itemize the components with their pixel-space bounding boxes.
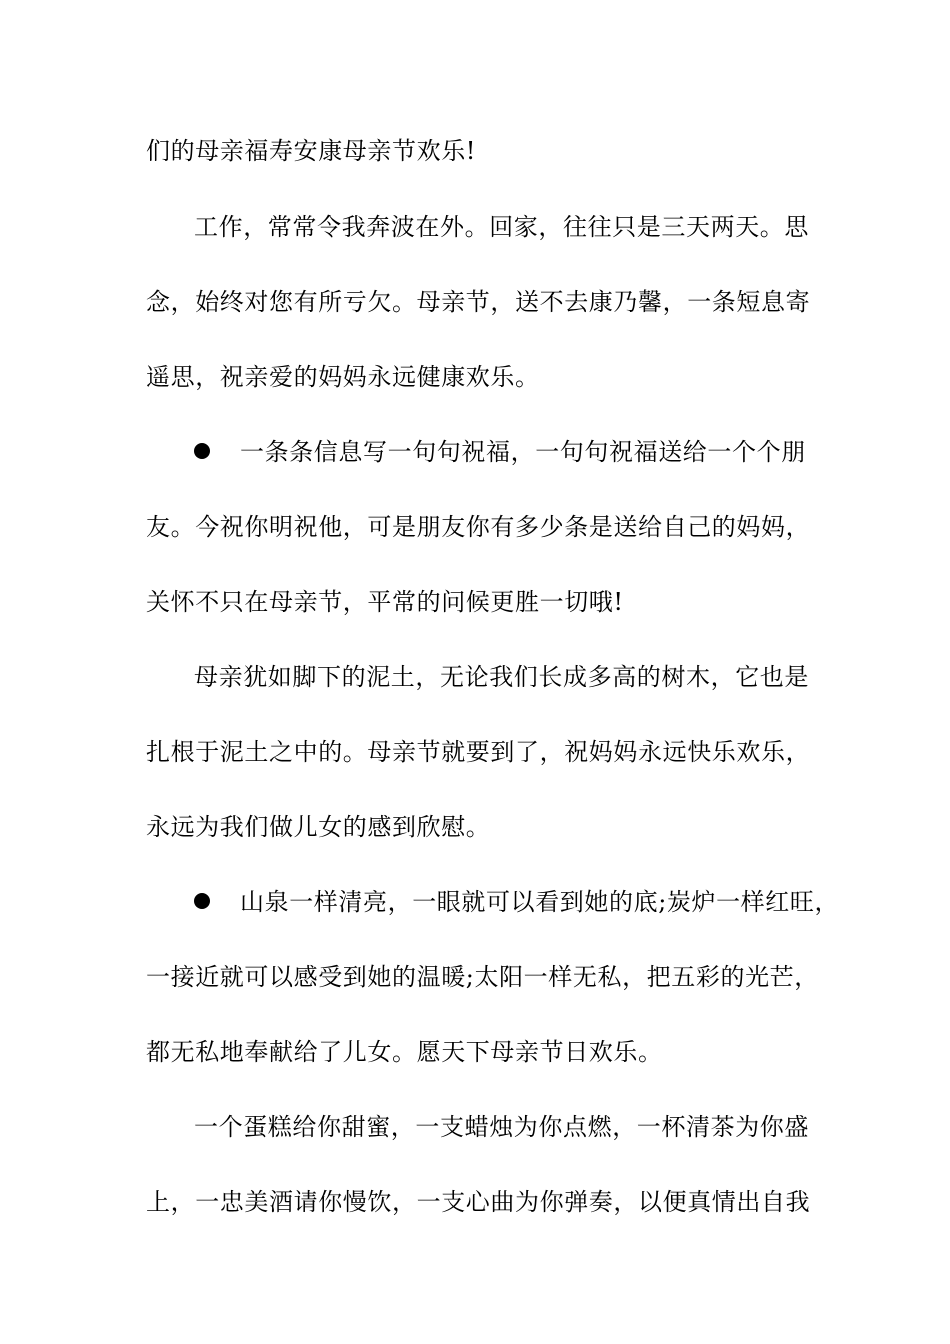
text-line: 关怀不只在母亲节，平常的问候更胜一切哦! [146,588,624,616]
bullet-icon [194,443,210,459]
text-line: 遥思，祝亲爱的妈妈永远健康欢乐。 [146,363,540,391]
text-line: 一接近就可以感受到她的温暖;太阳一样无私，把五彩的光芒， [146,963,819,991]
paragraph-first-line: 一个蛋糕给你甜蜜，一支蜡烛为你点燃，一杯清茶为你盛 [194,1113,809,1141]
text-line: 上，一忠美酒请你慢饮，一支心曲为你弹奏，以便真情出自我 [146,1188,811,1216]
text-line: 念，始终对您有所亏欠。母亲节，送不去康乃馨，一条短息寄 [146,288,811,316]
bullet-text: 一条条信息写一句句祝福，一句句祝福送给一个个朋 [240,438,806,466]
paragraph-first-line: 母亲犹如脚下的泥土，无论我们长成多高的树木，它也是 [194,663,809,691]
bullet-text: 山泉一样清亮，一眼就可以看到她的底;炭炉一样红旺， [240,888,840,916]
text-line: 友。今祝你明祝他，可是朋友你有多少条是送给自己的妈妈， [146,513,811,541]
bullet-item [194,435,824,469]
text-line: 们的母亲福寿安康母亲节欢乐! [146,137,477,165]
text-line: 扎根于泥土之中的。母亲节就要到了，祝妈妈永远快乐欢乐， [146,738,811,766]
bullet-item [194,885,840,919]
text-line: 都无私地奉献给了儿女。愿天下母亲节日欢乐。 [146,1038,663,1066]
text-line: 永远为我们做儿女的感到欣慰。 [146,813,491,841]
bullet-icon [194,893,210,909]
paragraph-first-line: 工作，常常令我奔波在外。回家，往往只是三天两天。思 [194,213,809,241]
